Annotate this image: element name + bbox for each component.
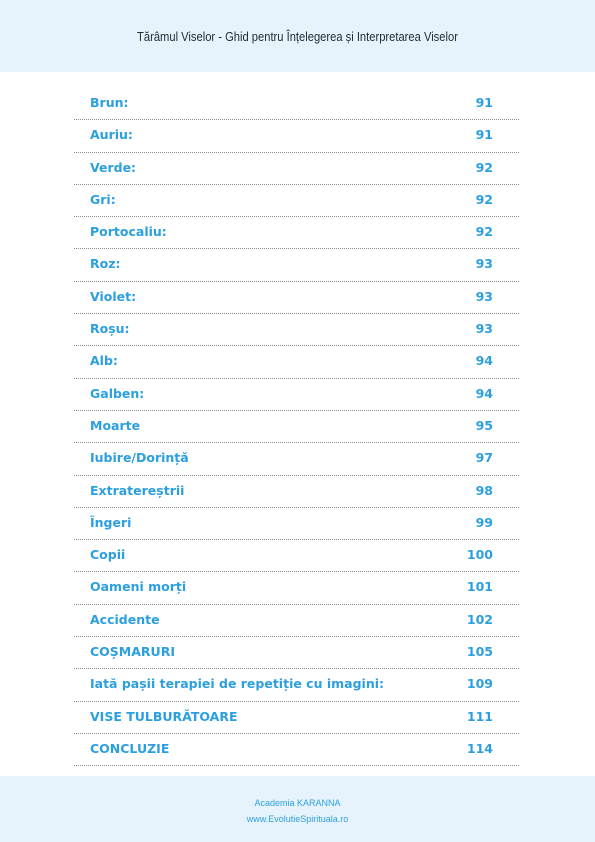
toc-entry[interactable]: [74, 153, 519, 185]
toc-entry[interactable]: [74, 572, 519, 604]
toc-entry-label: Îngeri: [90, 514, 132, 530]
toc-entry-label: Iubire/Dorință: [90, 450, 189, 466]
toc-entry[interactable]: [74, 379, 519, 411]
toc-entry-label: Gri:: [90, 191, 116, 207]
toc-entry-page: 94: [475, 353, 493, 369]
toc-entry[interactable]: [74, 282, 519, 314]
toc-entry-page: 95: [475, 417, 493, 433]
toc-entry-page: 109: [466, 676, 493, 692]
toc-entry-label: Portocaliu:: [90, 224, 167, 240]
toc-entry-label: Roșu:: [90, 321, 130, 337]
toc-entry-label: VISE TULBURĂTOARE: [90, 708, 238, 724]
toc-entry-label: Copii: [90, 547, 126, 563]
toc-entry-label: Violet:: [90, 288, 137, 304]
toc-entry[interactable]: [74, 346, 519, 378]
toc-entry[interactable]: [74, 88, 519, 120]
toc-entry[interactable]: [74, 508, 519, 540]
toc-entry-label: Brun:: [90, 95, 129, 110]
toc-entry[interactable]: [74, 185, 519, 217]
toc-entry[interactable]: [74, 217, 519, 249]
toc-entry-label: COȘMARURI: [90, 644, 175, 660]
toc-entry-label: Verde:: [90, 159, 137, 175]
toc-entry-page: 101: [466, 579, 493, 595]
footer-brand: Academia KARANNA: [254, 798, 341, 808]
toc-entry[interactable]: [74, 637, 519, 669]
toc-entry[interactable]: [74, 249, 519, 281]
toc-entry-label: Galben:: [90, 385, 145, 401]
toc-entry[interactable]: [74, 669, 519, 701]
toc-entry[interactable]: [74, 314, 519, 346]
toc-entry[interactable]: [74, 120, 519, 152]
toc-entry-page: 92: [475, 191, 493, 207]
toc-entry[interactable]: [74, 411, 519, 443]
toc-entry-label: Moarte: [90, 417, 141, 433]
toc-entry-label: Iată pașii terapiei de repetiție cu imagini:: [90, 676, 385, 692]
toc-entry-label: Oameni morți: [90, 579, 187, 595]
toc-entry-label: Accidente: [90, 611, 160, 627]
toc-entry-page: 92: [475, 224, 493, 240]
toc-entry-label: CONCLUZIE: [90, 740, 170, 756]
toc-entry-page: 100: [466, 547, 493, 563]
toc-entry[interactable]: [74, 702, 519, 734]
toc-entry-label: Alb:: [90, 353, 118, 369]
toc-entry-label: Auriu:: [90, 127, 133, 143]
toc-entry-page: 98: [475, 482, 493, 498]
toc-entry[interactable]: [74, 476, 519, 508]
toc-entry[interactable]: [74, 540, 519, 572]
page-footer: [0, 776, 595, 842]
page-header: [0, 0, 595, 72]
toc-entry-page: 93: [475, 321, 493, 337]
toc-entry[interactable]: [74, 605, 519, 637]
toc-entry-page: 99: [475, 514, 493, 530]
toc-entry-page: 111: [466, 708, 493, 724]
toc-entry-page: 105: [466, 644, 493, 660]
table-of-contents: [74, 88, 519, 766]
toc-entry-label: Roz:: [90, 256, 121, 272]
toc-entry-page: 93: [475, 288, 493, 304]
toc-entry-page: 102: [466, 611, 493, 627]
toc-entry-page: 91: [475, 95, 493, 110]
toc-entry-page: 91: [475, 127, 493, 143]
toc-entry-page: 94: [475, 385, 493, 401]
footer-website-link[interactable]: www.EvolutieSpirituala.ro: [246, 814, 349, 824]
toc-entry-page: 114: [466, 740, 493, 756]
document-title: Tărâmul Viselor - Ghid pentru Înțelegerea și Interpretarea Viselor: [137, 29, 458, 44]
toc-entry-label: Extratereștrii: [90, 482, 185, 498]
toc-entry[interactable]: [74, 443, 519, 475]
toc-entry[interactable]: [74, 734, 519, 766]
toc-entry-page: 97: [475, 450, 493, 466]
toc-entry-page: 93: [475, 256, 493, 272]
toc-entry-page: 92: [475, 159, 493, 175]
